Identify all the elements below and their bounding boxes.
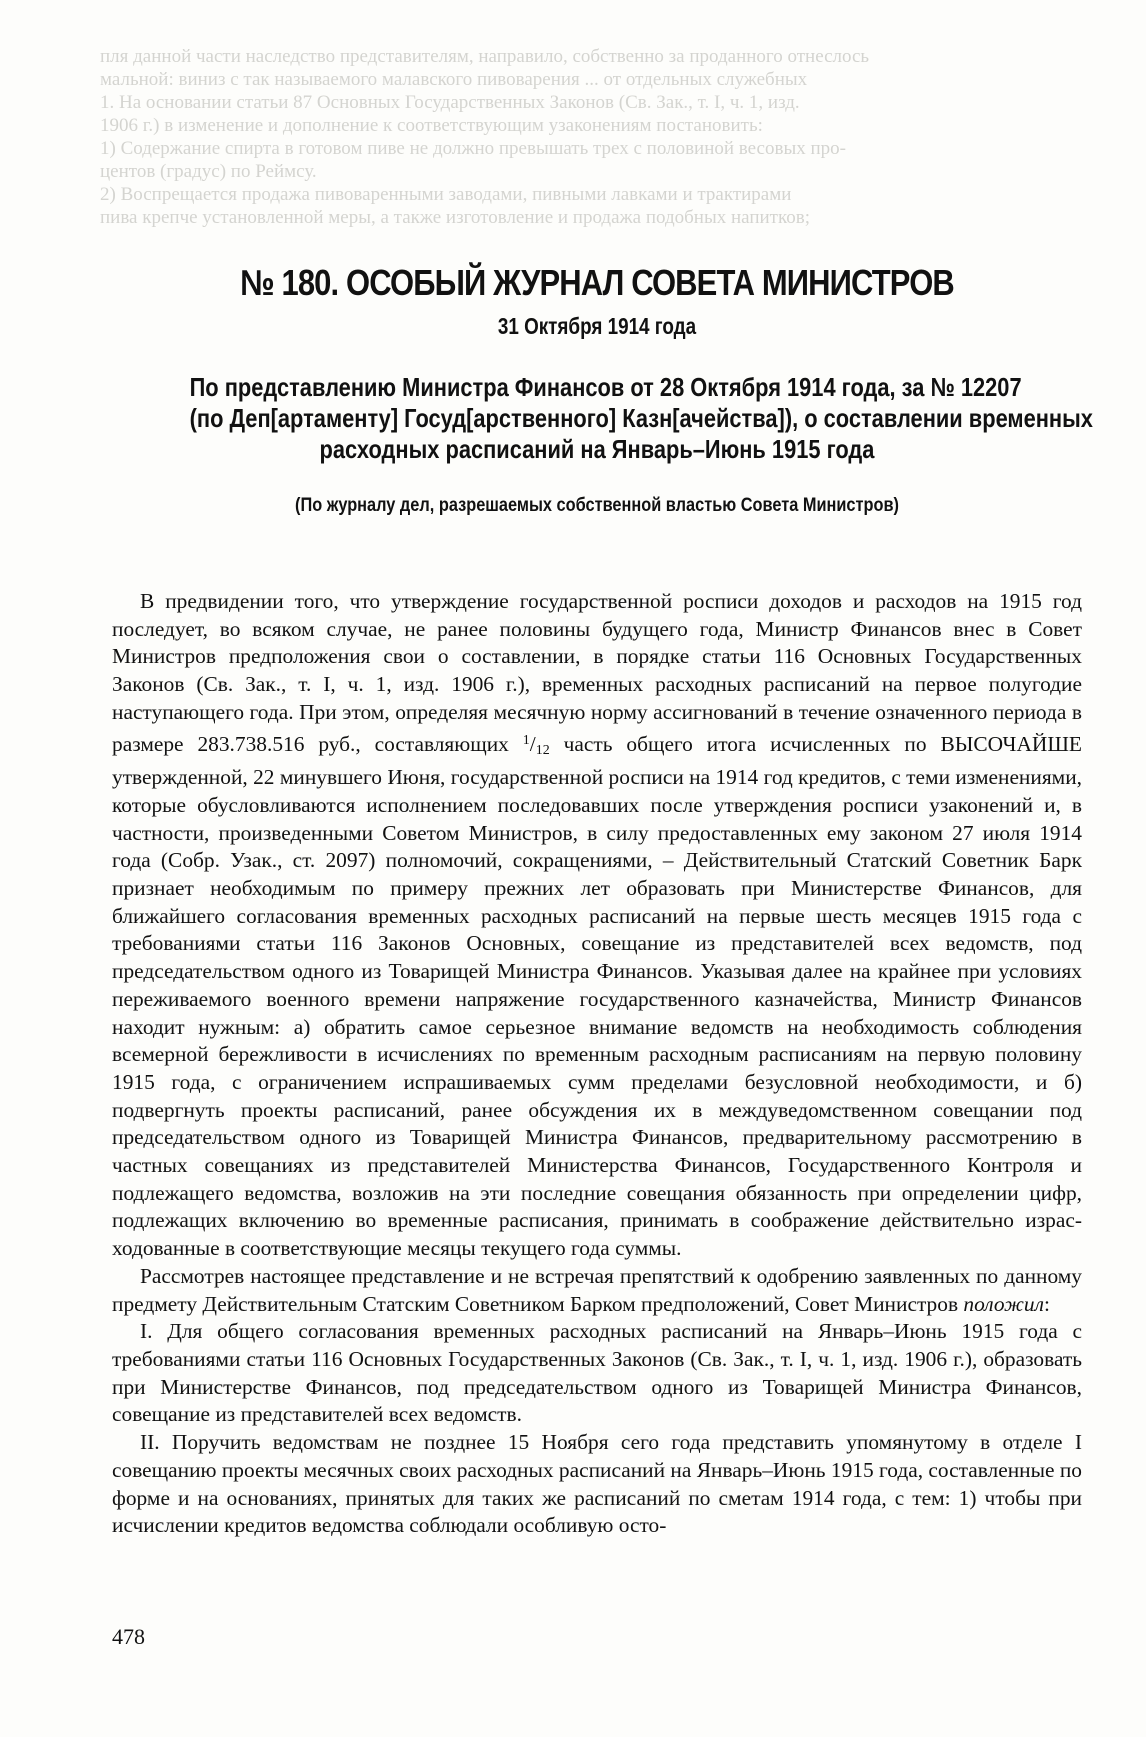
- fraction-denominator: 12: [535, 742, 550, 758]
- paragraph-text: В предвидении того, что утверждение государственной росписи доходов и расходов на 1915 год последует, во всяком случае, не ранее половины будущего года, Министр Финансов внес в Совет Министров предположения свои о составлении, в порядке статьи 116 Основных Государственных Законов (Св. Зак., т. I, ч. 1, изд. 1906 г.), временных расходных расписаний на первое полугодие наступающего года. При этом, определяя месячную норму ассигнований в течение означенного периода в размере 283.738.516 руб., составляющих: [112, 589, 1082, 756]
- body-paragraph: I. Для общего согласования временных расходных расписаний на Январь–Июнь 1915 года с требованиями статьи 116 Основных Государственных Законов (Св. Зак., т. I, ч. 1, изд. 1906 г.), образовать при Министерстве Финансов, под председательством одного из Товарищей Министра Финансов, совещание из представителей всех ведомств.: [112, 1319, 1082, 1427]
- paragraph-text: :: [1043, 1291, 1050, 1316]
- body-paragraph: [112, 1263, 1082, 1318]
- paragraph-text: часть общего итога исчисленных по ВЫСОЧАЙШЕ утвержденной, 22 минувшего Июня, государственной росписи на 1914 год кредитов, с теми изменениями, которые обусловливаются исполнением последовавших после утверждения росписи узаконений и, в частности, произведенными Советом Министров, в силу предоставленных ему законом 27 июля 1914 года (Собр. Узак., ст. 2097) полномочий, сокращениями, – Действительный Статский Советник Барк признает необходимым по примеру прежних лет образовать при Министерстве Финансов, для ближайшего согласования временных расходных расписаний на первые шесть месяцев 1915 года с требованиями статьи 116 Законов Основных, совещание из представителей всех ведомств, под председательством одного из Товарищей Министра Финансов. Указывая далее на крайнее при условиях переживаемого военного времени напряжение государственного казначейства, Министр Финансов находит нужным: а) обратить самое серьезное внимание ведомств на необходимость соблюдения всемерной бережливости в исчислениях по временным расходным расписаниям на первую половину 1915 года, с ограничением испрашиваемых сумм пределами безусловной необходимости, и б) подвергнуть проекты расписаний, ранее обсуждения их в междуведомственном совещании под председательством одного из Товарищей Министра Финансов, предварительному рассмотрению в частных совещаниях из представителей Министерства Финансов, Государственного Контроля и подлежащего ведомства, возложив на эти последние совещания обязанность при определении цифр, подлежащих включению во временные расписания, принимать в соображение действительно израсходованные в соответствующие месяцы текущего года суммы.: [112, 731, 1082, 1261]
- body-paragraph: II. Поручить ведомствам не позднее 15 Ноября сего года представить упомянутому в отделе I совещанию проекты месячных своих расходных расписаний на Январь–Июнь 1915 года, составленные по форме и на основаниях, принятых для таких же расписаний по сметам 1914 года, с тем: 1) чтобы при исчислении кредитов ведомства соблюдали особливую осто-: [112, 1430, 1082, 1538]
- page-number: 478: [112, 1624, 145, 1649]
- document-note: (По журналу дел, разрешаемых собственной властью Совета Министров): [295, 495, 899, 516]
- show-through-background: пля данной части наследство представителям, направило, собственно за проданного отнеслось мальной: виниз с так называемого малавского пивоварения ... от отдельных служебных 1. На основании статьи 87 Основных Государственных Законов (Св. Зак., т. I, ч. 1, изд. 1906 г.) в изменение и дополнение к соответствующим узаконениям постановить: 1) Содержание спирта в готовом пиве не должно превышать трех с половиной весовых про- центов (градус) по Реймсу. 2) Воспрещается продажа пивоваренными заводами, пивными лавками и трактирами пива крепче установленной меры, а также изготовление и продажа подобных напитков;: [100, 46, 870, 228]
- fraction-numerator: 1: [522, 732, 530, 748]
- paragraph-text: Рассмотрев настоящее представление и не встречая препятствий к одобрению заявленных по данному предмету Действительным Статским Советником Барком предположений, Совет Министров: [112, 1263, 1082, 1316]
- body-paragraph: В предвидении того, что утверждение государственной росписи доходов и расходов на 1915 год последует, во всяком случае, не ранее половины будущего года, Министр Финансов внес в Совет Министров предположения свои о составлении, в порядке статьи 116 Основных Государственных Законов (Св. Зак., т. I, ч. 1, изд. 1906 г.), временных расходных расписаний на первое полугодие наступающего года. При этом, определяя месячную норму ассигнований в течение означенного периода в размере 283.738.516 руб., составляющих $^1/_{12}$ часть общего итога исчисленных по ВЫСОЧАЙШЕ утвержденной, 22 минувшего Июня, государственной росписи на 1914 год кредитов, с теми изменениями, которые обусловливаются исполнением последовавших после утверждения росписи узаконений и, в частности, произведенными Советом Министров, в силу предоставленных ему законом 27 июля 1914 года (Собр. Узак., ст. 2097) полномочий, сокращениями, – Действительный Статский Советник Барк признает необходимым по примеру прежних лет образовать при Министерстве Финансов, для ближайшего согласования временных расходных расписаний на первые шесть месяцев 1915 года с требованиями статьи 116 Законов Основных, совещание из представителей всех ведомств, под председательством одного из Товарищей Министра Финансов. Указывая далее на крайнее при условиях переживаемого военного времени напряжение государственного казначейства, Министр Финансов находит нужным: а) обратить самое серьезное внимание ведомств на необходимость соблюдения всемерной бережливости в исчислениях по временным расходным расписаниям на первую половину 1915 года, с ограничением испрашиваемых сумм пределами безусловной необходимости, и б) подвергнуть проекты расписаний, ранее обсуждения их в междуведомственном совещании под председательством одного из Товарищей Министра Финансов, предварительному рассмотрению в частных совещаниях из представителей Министерства Финансов, Государственного Контроля и подлежащего ведомства, возложив на эти последние совещания обязанность при определении цифр, подлежащих включению во временные расписания, принимать в соображение действительно израсходованные в соответствующие месяцы текущего года суммы.: [112, 589, 1082, 1261]
- document-subject: [189, 372, 1093, 465]
- subject-line: По представлению Министра Финансов от 28 Октября 1914 года, за № 12207: [189, 372, 1022, 402]
- subject-line: (по Деп[артаменту] Госуд[арственного] Казн[ачейства]), о составлении временных: [189, 403, 1093, 433]
- document-body: [112, 588, 1082, 1540]
- document-date: 31 Октября 1914 года: [497, 313, 697, 339]
- emphasis-text: положил: [963, 1291, 1044, 1316]
- document-title: № 180. ОСОБЫЙ ЖУРНАЛ СОВЕТА МИНИСТРОВ: [240, 262, 954, 303]
- subject-line: расходных расписаний на Январь–Июнь 1915 года: [319, 434, 875, 464]
